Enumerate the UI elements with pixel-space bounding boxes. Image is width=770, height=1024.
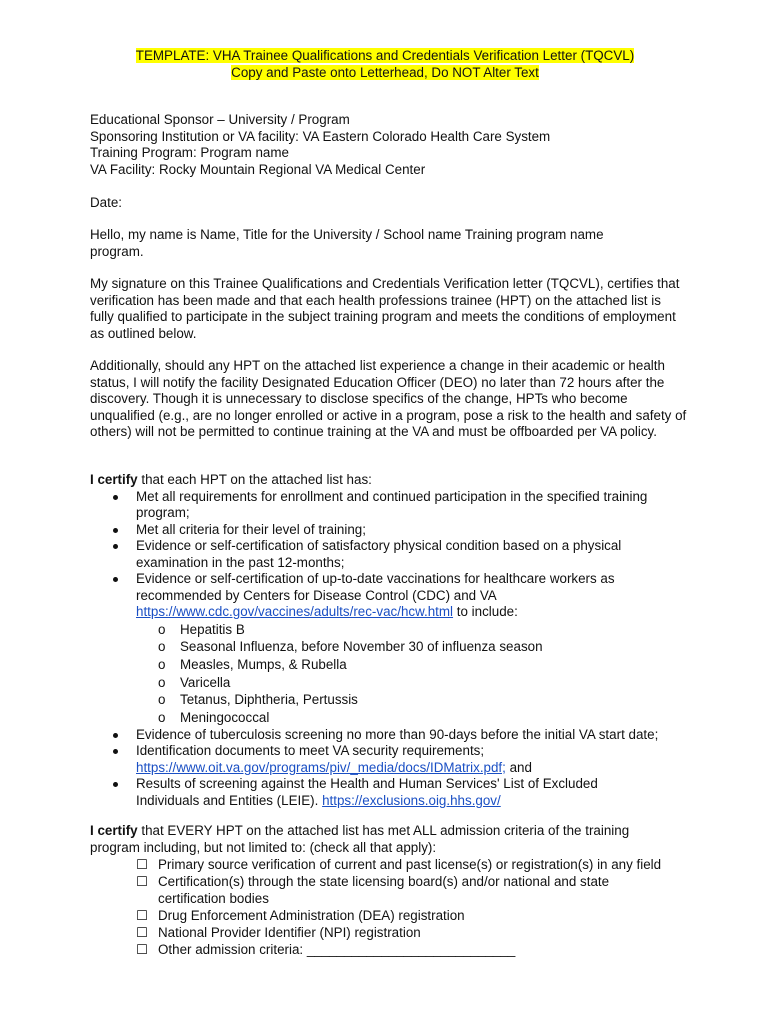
certify-section-1 <box>90 472 690 809</box>
certify-2-heading <box>90 823 690 856</box>
sponsor-line: VA Facility: Rocky Mountain Regional VA Medical Center <box>90 161 426 177</box>
template-header <box>0 47 770 81</box>
header-line-2: Copy and Paste onto Letterhead, Do NOT Alter Text <box>231 65 539 80</box>
certify-rest: that each HPT on the attached list has: <box>137 472 372 487</box>
status-change-paragraph: Additionally, should any HPT on the attached list experience a change in their academic or health status, I will notify the facility Designated Education Officer (DEO) no later than 72 hours after the discovery. Though it is unnecessary to disclose specifics of the change, HPTs who become unqualified (e.g., are no longer enrolled or active in a program, pose a risk to the health and safety of others) will not be permitted to continue training at the VA and must be offboarded per VA policy. <box>90 358 687 439</box>
checkbox-item[interactable]: ☐ Other admission criteria: ____________________________ <box>136 942 516 957</box>
list-item <box>90 776 690 809</box>
intro-paragraph: Hello, my name is Name, Title for the University / School name Training program name program. <box>90 227 604 259</box>
sponsor-block <box>90 112 690 178</box>
sponsor-line: Training Program: Program name <box>90 145 289 160</box>
certify-1-heading <box>90 472 690 489</box>
list-item <box>90 743 690 776</box>
checkbox-item[interactable]: ☐ Drug Enforcement Administration (DEA) registration <box>136 908 465 923</box>
certify-bold: I certify <box>90 823 138 838</box>
requirements-list <box>90 489 690 621</box>
checkbox-icon[interactable]: ☐ <box>136 942 149 957</box>
checkbox-icon[interactable]: ☐ <box>136 908 149 923</box>
sponsor-line: Sponsoring Institution or VA facility: VA Eastern Colorado Health Care System <box>90 128 551 144</box>
date-label: Date: <box>90 195 123 210</box>
list-item: Evidence or self-certification of satisfactory physical condition based on a physical examination in the past 12-months; <box>90 538 690 571</box>
vaccination-text: Evidence or self-certification of up-to-date vaccinations for healthcare workers as recommended by Centers for Disease Control (CDC) and VA <box>136 571 615 603</box>
vaccination-after: to include: <box>453 604 518 619</box>
certify-bold: I certify <box>90 472 138 487</box>
leie-text: Results of screening against the Health and Human Services' List of Excluded Individuals and Entities (LEIE). <box>136 776 598 808</box>
requirements-list-cont <box>90 727 690 810</box>
vaccine-item: o Measles, Mumps, & Rubella <box>158 656 347 672</box>
vaccine-item: o Varicella <box>158 674 231 690</box>
checkbox-icon[interactable]: ☐ <box>136 925 149 940</box>
list-item <box>90 571 690 621</box>
vaccine-list <box>90 621 690 727</box>
header-line-1: TEMPLATE: VHA Trainee Qualifications and Credentials Verification Letter (TQCVL) <box>135 48 635 63</box>
checkbox-icon[interactable]: ☐ <box>136 857 149 872</box>
signature-paragraph: My signature on this Trainee Qualifications and Credentials Verification letter (TQCVL), certifies that verification has been made and that each health professions trainee (HPT) on the attached list is fully qualified to participate in the subject training program and meets the conditions of employment as outlined below. <box>90 276 680 341</box>
id-matrix-link[interactable]: https://www.oit.va.gov/programs/piv/_media/docs/IDMatrix.pdf; <box>136 759 506 775</box>
list-item: Met all criteria for their level of training; <box>90 522 690 539</box>
checkbox-item[interactable]: ☐ Certification(s) through the state licensing board(s) and/or national and state certification bodies <box>136 874 610 906</box>
list-item: Met all requirements for enrollment and continued participation in the specified training program; <box>90 489 690 522</box>
sponsor-line: Educational Sponsor – University / Program <box>90 112 350 127</box>
vaccine-item: o Hepatitis B <box>158 621 245 637</box>
vaccine-item: o Seasonal Influenza, before November 30 of influenza season <box>158 639 543 655</box>
list-item: Evidence of tuberculosis screening no more than 90-days before the initial VA start date; <box>90 727 690 744</box>
vaccine-item: o Meningococcal <box>158 710 270 726</box>
checkbox-icon[interactable]: ☐ <box>136 874 149 889</box>
checkbox-item[interactable]: ☐ Primary source verification of current and past license(s) or registration(s) in any field <box>136 857 662 872</box>
cdc-link[interactable]: https://www.cdc.gov/vaccines/adults/rec-vac/hcw.html <box>136 604 454 619</box>
checkbox-item[interactable]: ☐ National Provider Identifier (NPI) registration <box>136 925 421 940</box>
leie-link[interactable]: https://exclusions.oig.hhs.gov/ <box>322 792 501 808</box>
id-after: and <box>505 759 532 775</box>
vaccine-item: o Tetanus, Diphtheria, Pertussis <box>158 692 358 708</box>
admission-criteria-list <box>90 856 710 958</box>
certify-rest: that EVERY HPT on the attached list has met ALL admission criteria of the training program including, but not limited to: (check all that apply): <box>90 823 630 855</box>
id-text: Identification documents to meet VA security requirements; <box>136 743 485 759</box>
certify-section-2 <box>90 823 690 958</box>
